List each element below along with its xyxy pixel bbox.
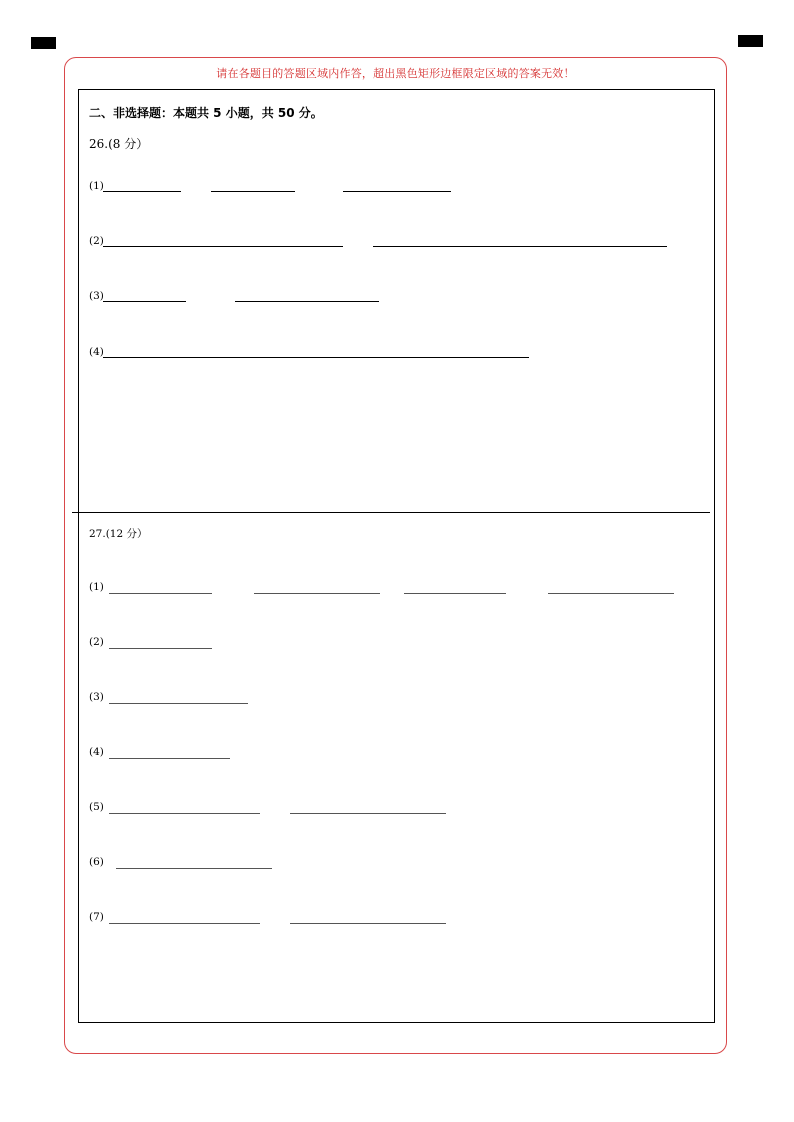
q27-part3-label: (3) <box>89 691 104 703</box>
q27-part5-blank-1[interactable] <box>109 813 260 814</box>
q26-part3-blank-1[interactable] <box>103 301 186 302</box>
q27-part2-blank-1[interactable] <box>109 648 212 649</box>
q26-part2-blank-2[interactable] <box>373 246 667 247</box>
q26-part4-label: (4) <box>89 346 104 358</box>
q26-part4-blank-1[interactable] <box>103 357 529 358</box>
question-divider <box>72 512 710 513</box>
q27-part7-label: (7) <box>89 911 104 923</box>
q27-part1-blank-2[interactable] <box>254 593 380 594</box>
q26-part2-label: (2) <box>89 235 104 247</box>
answer-area-warning: 请在各题目的答题区域内作答，超出黑色矩形边框限定区域的答案无效！ <box>216 67 575 80</box>
q26-part3-blank-2[interactable] <box>235 301 379 302</box>
section-title: 二、非选择题：本题共 5 小题，共 50 分。 <box>89 106 323 120</box>
q26-part1-blank-1[interactable] <box>103 191 181 192</box>
q27-part1-blank-1[interactable] <box>109 593 212 594</box>
q27-part1-blank-3[interactable] <box>404 593 506 594</box>
q27-part7-blank-1[interactable] <box>109 923 260 924</box>
q27-part6-blank-1[interactable] <box>116 868 272 869</box>
q27-part6-label: (6) <box>89 856 104 868</box>
q27-part3-blank-1[interactable] <box>109 703 248 704</box>
q27-part5-label: (5) <box>89 801 104 813</box>
answer-box <box>78 89 715 1023</box>
q27-part1-blank-4[interactable] <box>548 593 674 594</box>
q27-part4-blank-1[interactable] <box>109 758 230 759</box>
registration-mark-left <box>31 37 56 49</box>
q27-part5-blank-2[interactable] <box>290 813 446 814</box>
q26-part3-label: (3) <box>89 290 104 302</box>
q26-part2-blank-1[interactable] <box>103 246 343 247</box>
registration-mark-right <box>738 35 763 47</box>
q26-part1-blank-3[interactable] <box>343 191 451 192</box>
q27-heading: 27.(12 分） <box>89 528 148 540</box>
q26-part1-blank-2[interactable] <box>211 191 295 192</box>
q27-part7-blank-2[interactable] <box>290 923 446 924</box>
q27-part2-label: (2) <box>89 636 104 648</box>
q27-part1-label: (1) <box>89 581 104 593</box>
q26-part1-label: (1) <box>89 180 104 192</box>
q26-heading: 26.(8 分） <box>89 137 149 151</box>
q27-part4-label: (4) <box>89 746 104 758</box>
